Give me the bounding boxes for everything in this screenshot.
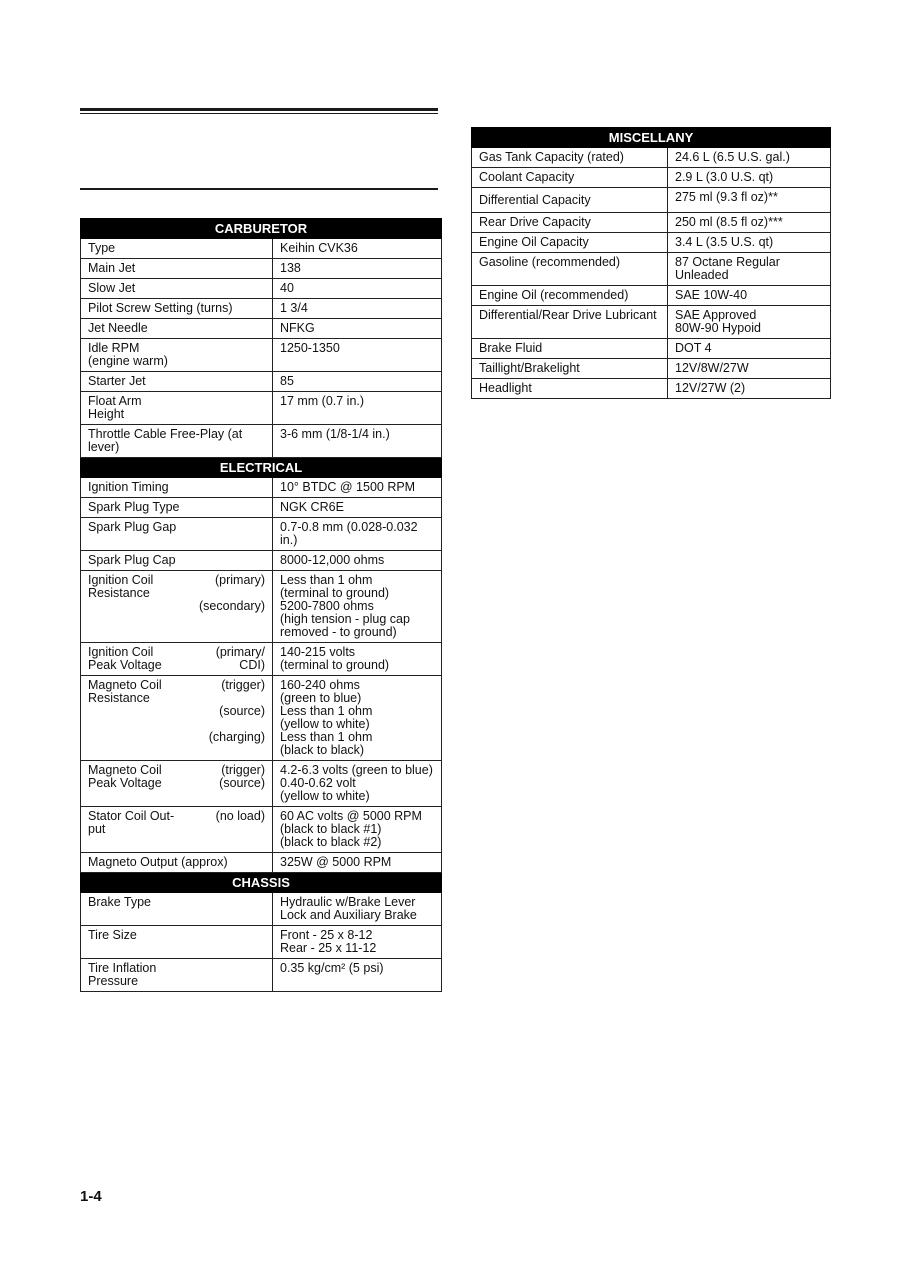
spec-label: Spark Plug Cap — [81, 551, 273, 571]
spec-label-cell — [81, 761, 273, 807]
spec-label: Engine Oil Capacity — [472, 233, 668, 253]
table-row — [472, 379, 831, 399]
table-row — [81, 571, 442, 643]
table-row — [81, 299, 442, 319]
table-row — [81, 807, 442, 853]
spec-value: Front - 25 x 8-12 Rear - 25 x 11-12 — [273, 926, 442, 959]
spec-value: NFKG — [273, 319, 442, 339]
spec-label: Spark Plug Type — [81, 498, 273, 518]
table-row — [81, 853, 442, 873]
spec-label: Magneto Coil Peak Voltage — [88, 763, 162, 790]
table-row — [81, 279, 442, 299]
table-row — [472, 148, 831, 168]
spec-label: Gasoline (recommended) — [472, 253, 668, 286]
label-line — [88, 600, 265, 613]
table-row — [81, 893, 442, 926]
table-row — [81, 392, 442, 425]
table-row — [81, 478, 442, 498]
spec-value: 0.35 kg/cm² (5 psi) — [273, 959, 442, 992]
spec-qualifier: (charging) — [208, 730, 265, 744]
spec-value: 8000-12,000 ohms — [273, 551, 442, 571]
spec-value: Keihin CVK36 — [273, 239, 442, 259]
spec-label: Ignition Coil Peak Voltage — [88, 645, 162, 672]
chassis-section-title: CHASSIS — [81, 873, 442, 893]
spec-label: Differential/Rear Drive Lubricant — [472, 306, 668, 339]
spec-label: Main Jet — [81, 259, 273, 279]
page-number: 1-4 — [80, 1188, 102, 1205]
spec-label: Starter Jet — [81, 372, 273, 392]
spec-value: Less than 1 ohm (black to black) — [280, 730, 373, 757]
header-rule-top — [80, 108, 438, 111]
chassis-header-row — [81, 873, 442, 893]
table-row — [81, 239, 442, 259]
table-row — [472, 286, 831, 306]
table-row — [81, 959, 442, 992]
left-spec-table — [80, 218, 442, 992]
spec-label: Gas Tank Capacity (rated) — [472, 148, 668, 168]
table-row — [81, 926, 442, 959]
table-row — [81, 551, 442, 571]
spec-value: SAE 10W-40 — [668, 286, 831, 306]
spec-value: Less than 1 ohm (terminal to ground) — [280, 573, 390, 600]
label-line — [88, 679, 265, 705]
spec-value: 2.9 L (3.0 U.S. qt) — [668, 168, 831, 188]
spec-value: 87 Octane Regular Unleaded — [668, 253, 831, 286]
spec-label: Pilot Screw Setting (turns) — [81, 299, 273, 319]
table-row — [81, 319, 442, 339]
electrical-section-title: ELECTRICAL — [81, 458, 442, 478]
spec-value: 85 — [273, 372, 442, 392]
spec-value: 160-240 ohms (green to blue) — [280, 678, 362, 705]
spec-label: Throttle Cable Free-Play (at lever) — [81, 425, 273, 458]
table-row — [472, 339, 831, 359]
spec-qualifier: (secondary) — [199, 599, 265, 613]
spec-value: 138 — [273, 259, 442, 279]
spec-value: 24.6 L (6.5 U.S. gal.) — [668, 148, 831, 168]
spec-label: Ignition Coil Resistance — [88, 573, 154, 600]
spec-value: 40 — [273, 279, 442, 299]
spec-label: Magneto Output (approx) — [81, 853, 273, 873]
label-line — [88, 810, 265, 836]
table-row — [81, 259, 442, 279]
spec-value: 12V/8W/27W — [668, 359, 831, 379]
spec-label-cell — [81, 571, 273, 643]
spec-value: 275 ml (9.3 fl oz)** — [668, 188, 831, 213]
spec-label: Type — [81, 239, 273, 259]
spec-value: 12V/27W (2) — [668, 379, 831, 399]
table-row — [81, 643, 442, 676]
header-rule-second — [80, 113, 438, 114]
spec-value: 1 3/4 — [273, 299, 442, 319]
spec-value: 4.2-6.3 volts (green to blue) 0.40-0.62 volt (yellow to white) — [273, 761, 442, 807]
spec-label: Rear Drive Capacity — [472, 213, 668, 233]
miscellany-section-title: MISCELLANY — [472, 128, 831, 148]
spec-value: 60 AC volts @ 5000 RPM (black to black #1) (black to black #2) — [273, 807, 442, 853]
miscellany-table — [471, 127, 831, 399]
spec-label: Magneto Coil Resistance — [88, 678, 162, 705]
spec-value: 140-215 volts (terminal to ground) — [273, 643, 442, 676]
spec-label: Tire Size — [81, 926, 273, 959]
spec-qualifier: (trigger) (source) — [219, 763, 265, 790]
spec-qualifier: (trigger) — [221, 678, 265, 692]
table-row — [81, 372, 442, 392]
spec-value: SAE Approved 80W-90 Hypoid — [668, 306, 831, 339]
table-row — [81, 518, 442, 551]
spec-value: 1250-1350 — [273, 339, 442, 372]
miscellany-header-row — [472, 128, 831, 148]
table-row — [81, 761, 442, 807]
spec-value: 0.7-0.8 mm (0.028-0.032 in.) — [273, 518, 442, 551]
spec-value: Less than 1 ohm (yellow to white) — [280, 704, 373, 731]
spec-label: Coolant Capacity — [472, 168, 668, 188]
spec-qualifier: (primary) — [215, 573, 265, 587]
spec-value: 17 mm (0.7 in.) — [273, 392, 442, 425]
spec-qualifier: (primary/ CDI) — [215, 645, 265, 672]
spec-value-cell — [273, 676, 442, 761]
table-row — [81, 498, 442, 518]
spec-label: Tire Inflation Pressure — [81, 959, 273, 992]
spec-label: Taillight/Brakelight — [472, 359, 668, 379]
spec-value: Hydraulic w/Brake Lever Lock and Auxiliary Brake — [273, 893, 442, 926]
spec-value: NGK CR6E — [273, 498, 442, 518]
spec-value: DOT 4 — [668, 339, 831, 359]
electrical-header-row — [81, 458, 442, 478]
table-row — [472, 213, 831, 233]
spec-label: Brake Type — [81, 893, 273, 926]
spec-value: 3-6 mm (1/8-1/4 in.) — [273, 425, 442, 458]
spec-label: Ignition Timing — [81, 478, 273, 498]
spec-qualifier: (source) — [219, 704, 265, 718]
table-row — [472, 359, 831, 379]
header-rule-lower — [80, 188, 438, 190]
spec-value: 325W @ 5000 RPM — [273, 853, 442, 873]
spec-label: Headlight — [472, 379, 668, 399]
table-row — [472, 168, 831, 188]
spec-value: 3.4 L (3.5 U.S. qt) — [668, 233, 831, 253]
label-line — [88, 646, 265, 672]
spec-qualifier: (no load) — [215, 809, 265, 823]
spec-label: Float Arm Height — [81, 392, 273, 425]
spec-value: 10° BTDC @ 1500 RPM — [273, 478, 442, 498]
spec-value: 250 ml (8.5 fl oz)*** — [668, 213, 831, 233]
label-line — [88, 705, 265, 718]
spec-label: Jet Needle — [81, 319, 273, 339]
spec-label: Spark Plug Gap — [81, 518, 273, 551]
spec-value-cell — [273, 571, 442, 643]
table-row — [472, 306, 831, 339]
spec-label-cell — [81, 676, 273, 761]
label-line — [88, 764, 265, 790]
label-line — [88, 731, 265, 744]
spec-label: Brake Fluid — [472, 339, 668, 359]
spec-label-cell — [81, 807, 273, 853]
spec-label: Idle RPM (engine warm) — [81, 339, 273, 372]
label-line — [88, 574, 265, 600]
carburetor-header-row — [81, 219, 442, 239]
carburetor-section-title: CARBURETOR — [81, 219, 442, 239]
table-row — [81, 339, 442, 372]
spec-label-cell — [81, 643, 273, 676]
table-row — [472, 233, 831, 253]
spec-value: 5200-7800 ohms (high tension - plug cap removed - to ground) — [280, 599, 410, 639]
spec-label: Slow Jet — [81, 279, 273, 299]
spec-label: Engine Oil (recommended) — [472, 286, 668, 306]
spec-label: Differential Capacity — [472, 188, 668, 213]
spec-label: Stator Coil Out- put — [88, 809, 175, 836]
table-row — [472, 188, 831, 213]
table-row — [472, 253, 831, 286]
table-row — [81, 676, 442, 761]
table-row — [81, 425, 442, 458]
